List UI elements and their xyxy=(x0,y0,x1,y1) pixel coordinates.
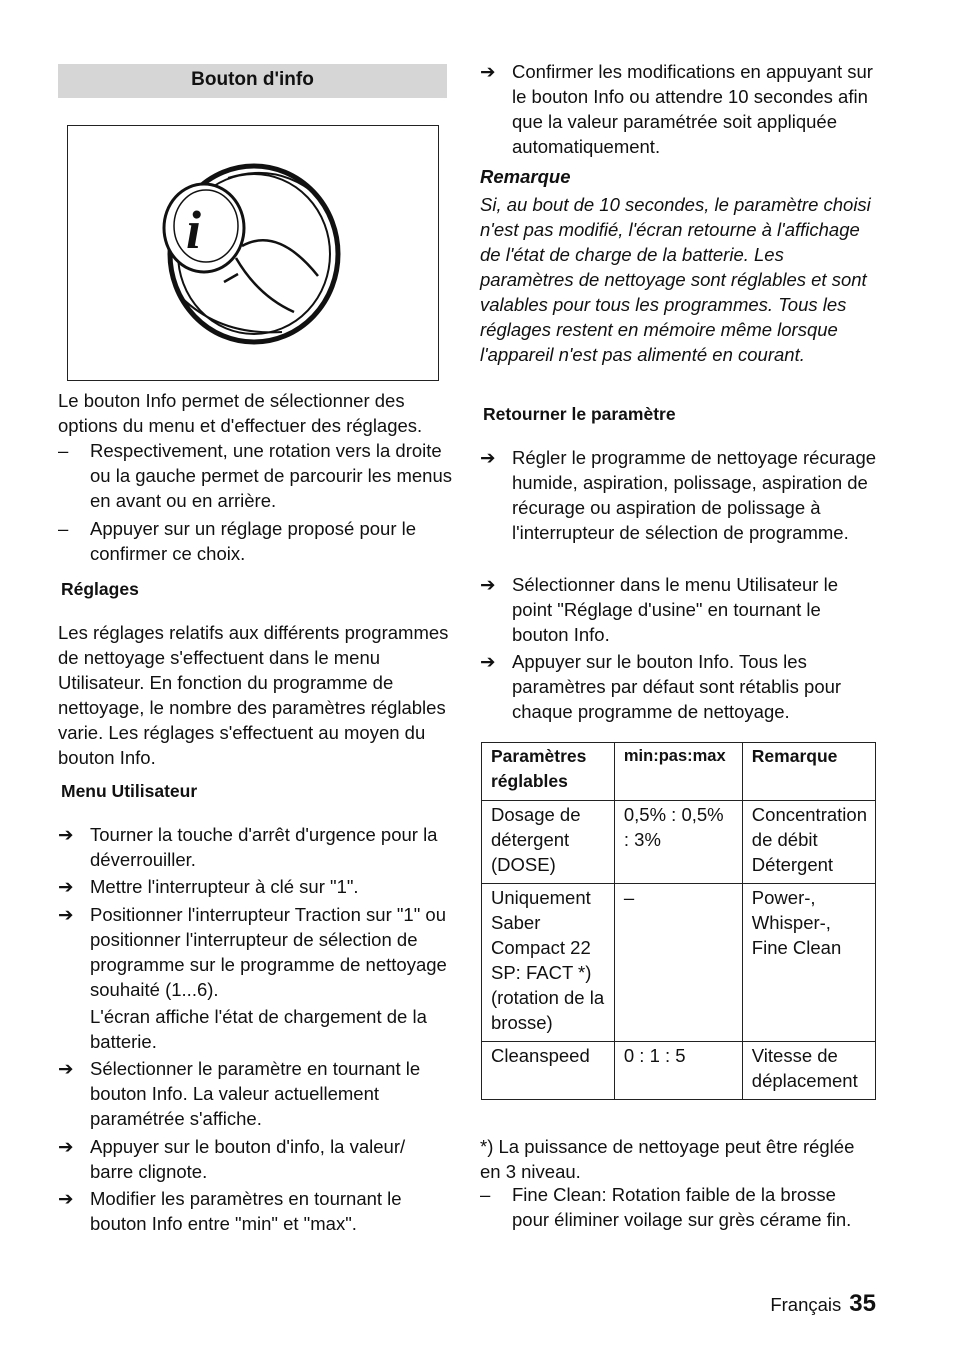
table-cell: Uniquement Saber Compact 22 SP: FACT *) (rotation de la brosse) xyxy=(482,884,615,1042)
page-footer xyxy=(770,1290,876,1318)
arrow-icon: ➔ xyxy=(58,1058,74,1079)
info-knob-icon xyxy=(68,126,438,380)
table-header-cell: Remarque xyxy=(742,743,875,801)
table-header-cell: Paramètres réglables xyxy=(482,743,615,801)
table-cell: Power-, Whisper-, Fine Clean xyxy=(742,884,875,1042)
figure-frame xyxy=(67,125,439,381)
arrow-icon: ➔ xyxy=(58,876,74,897)
table-cell: Concentration de débit Détergent xyxy=(742,801,875,884)
table-header-cell: min:pas:max xyxy=(614,743,742,801)
step-text: Modifier les paramètres en tournant le bouton Info entre "min" et "max". xyxy=(90,1188,402,1234)
table-row xyxy=(482,1042,876,1100)
footer-language: Français xyxy=(770,1294,842,1315)
table-footnote: *) La puissance de nettoyage peut être réglée en 3 niveau. xyxy=(480,1136,855,1182)
table-cell: – xyxy=(614,884,742,1042)
svg-text:i: i xyxy=(186,200,202,260)
table-cell: Vitesse de déplacement xyxy=(742,1042,875,1100)
reglages-heading: Réglages xyxy=(61,579,139,599)
table-cell: Cleanspeed xyxy=(482,1042,615,1100)
table-cell: 0,5% : 0,5% : 3% xyxy=(614,801,742,884)
arrow-icon: ➔ xyxy=(58,1136,74,1157)
step-text: Sélectionner le paramètre en tournant le bouton Info. La valeur actuellement paramétrée s'affiche. xyxy=(90,1058,421,1129)
remarque-heading: Remarque xyxy=(480,166,571,187)
step-text: Sélectionner dans le menu Utilisateur le point "Réglage d'usine" en tournant le bouton Info. xyxy=(512,574,838,645)
list-item-text: Fine Clean: Rotation faible de la brosse pour éliminer voilage sur grès cérame fin. xyxy=(512,1184,852,1230)
arrow-icon: ➔ xyxy=(480,61,496,82)
arrow-icon: ➔ xyxy=(58,1188,74,1209)
page-number: 35 xyxy=(849,1290,876,1317)
step-text: Positionner l'interrupteur Traction sur "1" ou positionner l'interrupteur de sélection de programme sur le programme de nettoyage souhaité (1...6). xyxy=(90,904,447,1000)
table-header-row xyxy=(482,743,876,801)
list-item-text: Appuyer sur un réglage proposé pour le confirmer ce choix. xyxy=(90,518,417,564)
section-title: Bouton d'info xyxy=(58,64,447,98)
retour-heading: Retourner le paramètre xyxy=(483,404,676,424)
table-cell: Dosage de détergent (DOSE) xyxy=(482,801,615,884)
arrow-icon: ➔ xyxy=(58,904,74,925)
arrow-icon: ➔ xyxy=(480,574,496,595)
arrow-icon: ➔ xyxy=(480,651,496,672)
step-text: Appuyer sur le bouton d'info, la valeur/ barre clignote. xyxy=(90,1136,406,1182)
table-row xyxy=(482,884,876,1042)
step-text: Confirmer les modifications en appuyant sur le bouton Info ou attendre 10 secondes afin que la valeur paramétrée soit appliquée automatiquement. xyxy=(512,61,873,157)
table-row xyxy=(482,801,876,884)
dash-marker: – xyxy=(480,1184,491,1205)
parameters-table xyxy=(481,742,876,1100)
dash-marker: – xyxy=(58,518,69,539)
list-item-text: Respectivement, une rotation vers la droite ou la gauche permet de parcourir les menus en avant ou en arrière. xyxy=(90,440,452,511)
arrow-icon: ➔ xyxy=(480,447,496,468)
step-note: L'écran affiche l'état de chargement de la batterie. xyxy=(90,1006,427,1052)
step-text: Tourner la touche d'arrêt d'urgence pour la déverrouiller. xyxy=(90,824,438,870)
step-text: Régler le programme de nettoyage récurage humide, aspiration, polissage, aspiration de récurage ou aspiration de polissage à l'interrupteur de sélection de programme. xyxy=(512,447,877,543)
table-cell: 0 : 1 : 5 xyxy=(614,1042,742,1100)
arrow-icon: ➔ xyxy=(58,824,74,845)
step-text: Appuyer sur le bouton Info. Tous les paramètres par défaut sont rétablis pour chaque programme de nettoyage. xyxy=(512,651,842,722)
intro-text: Le bouton Info permet de sélectionner des options du menu et d'effectuer des réglages. xyxy=(58,390,423,436)
reglages-text: Les réglages relatifs aux différents programmes de nettoyage s'effectuent dans le menu Utilisateur. En fonction du programme de nettoyage, le nombre des paramètres réglables varie. Les réglages s'effectuent au moyen du bouton Info. xyxy=(58,622,449,768)
menu-heading: Menu Utilisateur xyxy=(61,781,198,801)
dash-marker: – xyxy=(58,440,69,461)
step-text: Mettre l'interrupteur à clé sur "1". xyxy=(90,876,359,897)
remarque-text: Si, au bout de 10 secondes, le paramètre choisi n'est pas modifié, l'écran retourne à l'affichage de l'état de charge de la batterie. Les paramètres de nettoyage sont réglables et sont valables pour tous les programmes. Tous les réglages restent en mémoire même lorsque l'appareil n'est pas alimenté en courant. xyxy=(480,194,871,365)
